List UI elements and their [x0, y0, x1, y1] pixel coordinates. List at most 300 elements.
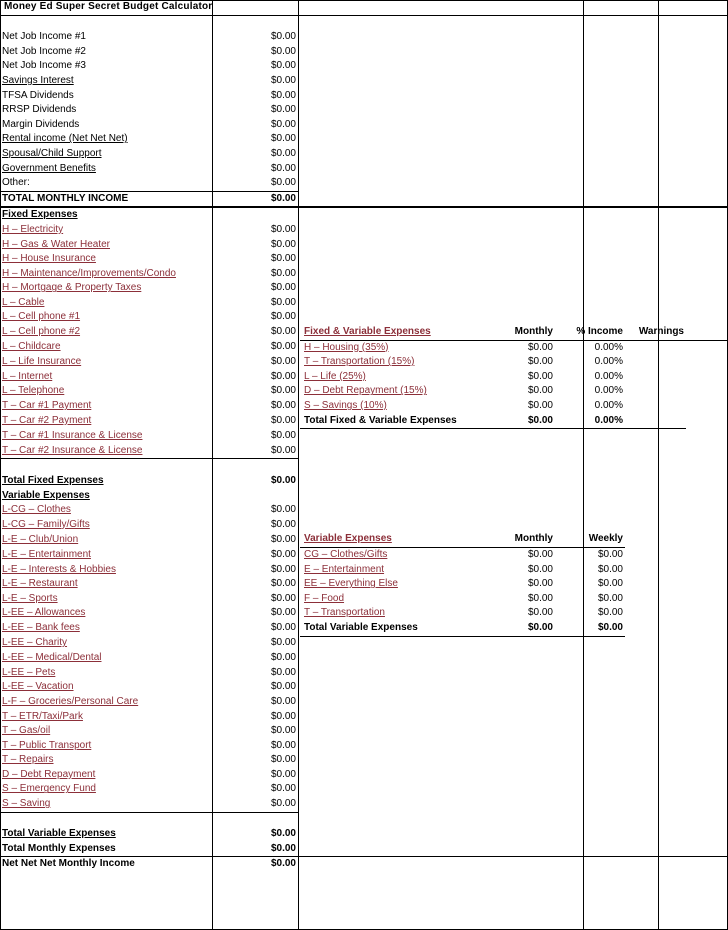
variable-label-text: L-F – Groceries/Personal Care: [2, 695, 139, 707]
gap-row: [0, 812, 728, 827]
fixed-expenses-heading-row: [0, 207, 728, 223]
spacer-cell: [686, 223, 728, 238]
variable-value[interactable]: $0.00: [270, 739, 296, 751]
summary-fixed-variable-row-monthly: $0.00: [527, 385, 553, 397]
spacer-cell: [555, 281, 625, 296]
spacer-cell: [686, 207, 728, 223]
spacer-cell: [300, 842, 475, 857]
spacer-cell: [300, 666, 475, 681]
total-fixed-label-text: Total Fixed Expenses: [2, 475, 104, 486]
spacer-cell: [300, 103, 475, 118]
fixed-label: [0, 325, 212, 340]
spacer-cell: [475, 238, 555, 253]
summary-fixed-variable-row-warning: [625, 384, 686, 399]
spacer-cell: [625, 296, 686, 311]
variable-value[interactable]: $0.00: [270, 695, 296, 707]
fixed-label: [0, 444, 212, 459]
summary-row-label-text: L – Life (25%): [304, 370, 366, 382]
variable-value[interactable]: $0.00: [270, 533, 296, 545]
spacer-cell: [300, 207, 475, 223]
spacer-cell: [475, 782, 555, 797]
variable-label: [0, 636, 212, 651]
spacer-cell: [625, 459, 686, 474]
summary-fixed-variable-title: [300, 325, 475, 340]
income-value[interactable]: $0.00: [270, 147, 296, 159]
net-income-value: $0.00: [270, 858, 296, 870]
variable-value[interactable]: $0.00: [270, 768, 296, 780]
variable-row: [0, 666, 728, 681]
spacer-cell: [625, 636, 686, 651]
spacer-cell: [625, 429, 686, 444]
fixed-value[interactable]: $0.00: [270, 296, 296, 308]
summary-variable-row-monthly: $0.00: [527, 592, 553, 604]
total-fixed-row: [0, 474, 728, 489]
fixed-value[interactable]: $0.00: [270, 282, 296, 294]
fixed-value[interactable]: $0.00: [270, 414, 296, 426]
spacer-cell: [300, 753, 475, 768]
spacer-cell: [625, 724, 686, 739]
spacer-cell: [555, 59, 625, 74]
variable-label: [0, 577, 212, 592]
spacer-cell: [555, 444, 625, 459]
spacer-cell: [555, 812, 625, 827]
variable-value[interactable]: $0.00: [270, 592, 296, 604]
spacer-cell: [475, 768, 555, 783]
fixed-label: [0, 238, 212, 253]
summary-fixed-variable-row-pct: 0.00%: [594, 356, 623, 368]
fixed-label: [0, 355, 212, 370]
variable-expenses-heading-text: Variable Expenses: [2, 489, 90, 501]
spacer-cell: [625, 797, 686, 812]
summary-fixed-variable-row-warning: [625, 399, 686, 414]
spacer-cell: [475, 74, 555, 89]
summary-fixed-variable-row-label: [300, 370, 475, 385]
spacer-cell: [300, 797, 475, 812]
fixed-value[interactable]: $0.00: [270, 429, 296, 441]
spacer-cell: [625, 812, 686, 827]
spacer-cell: [625, 782, 686, 797]
income-label: Other:: [0, 176, 212, 191]
spacer-cell: [686, 0, 728, 15]
income-value[interactable]: $0.00: [270, 118, 296, 130]
fixed-row: [0, 340, 728, 355]
spacer-cell: [555, 666, 625, 681]
summary-fixed-variable-row-label: [300, 384, 475, 399]
fixed-label: [0, 223, 212, 238]
spacer-cell: [300, 827, 475, 842]
spacer-cell: [475, 710, 555, 725]
variable-label-text: L-E – Sports: [2, 592, 58, 604]
fixed-row: [0, 310, 728, 325]
spacer-cell: [300, 267, 475, 282]
spacer-cell: [686, 281, 728, 296]
spacer-cell: [686, 59, 728, 74]
variable-value[interactable]: $0.00: [270, 725, 296, 737]
income-value[interactable]: $0.00: [270, 45, 296, 57]
spacer-cell: [300, 503, 475, 518]
spacer-cell: [686, 636, 728, 651]
income-value[interactable]: $0.00: [270, 89, 296, 101]
fixed-label-text: L – Telephone: [2, 385, 65, 397]
spacer-cell: [625, 252, 686, 267]
fixed-label: [0, 267, 212, 282]
spacer-cell: [625, 281, 686, 296]
variable-row: [0, 651, 728, 666]
spacer-cell: [300, 518, 475, 533]
fixed-label-text: T – Car #1 Payment: [2, 400, 92, 412]
spacer-cell: [555, 89, 625, 104]
fixed-label: [0, 296, 212, 311]
fixed-value[interactable]: $0.00: [270, 341, 296, 353]
fixed-label: [0, 310, 212, 325]
fixed-row: [0, 384, 728, 399]
spacer-cell: [625, 857, 686, 872]
total-monthly-expenses-value: $0.00: [212, 842, 298, 857]
spacer-cell: [212, 812, 298, 827]
spacer-cell: [625, 680, 686, 695]
variable-row: [0, 636, 728, 651]
summary-fixed-variable-col-monthly: Monthly: [475, 325, 555, 340]
variable-label-text: L-EE – Charity: [2, 637, 68, 649]
summary-fixed-variable-row-warning: [625, 370, 686, 385]
spacer-cell: [212, 207, 298, 223]
fixed-row: [0, 223, 728, 238]
spacer-cell: [475, 118, 555, 133]
spacer-cell: [475, 503, 555, 518]
spacer-cell: [625, 444, 686, 459]
gap-row: [0, 15, 728, 30]
variable-row: [0, 753, 728, 768]
variable-value[interactable]: $0.00: [270, 518, 296, 530]
spacer-cell: [686, 782, 728, 797]
fixed-value[interactable]: $0.00: [270, 370, 296, 382]
variable-label-text: L-EE – Medical/Dental: [2, 652, 102, 664]
variable-row: [0, 532, 728, 547]
variable-value[interactable]: $0.00: [270, 504, 296, 516]
fixed-value[interactable]: $0.00: [270, 356, 296, 368]
gap-row: [0, 459, 728, 474]
spacer-cell: [555, 695, 625, 710]
income-value[interactable]: $0.00: [212, 176, 298, 191]
summary-variable-title: [300, 532, 475, 547]
spacer-cell: [475, 296, 555, 311]
spacer-cell: [555, 0, 625, 15]
variable-value[interactable]: $0.00: [270, 652, 296, 664]
spacer-cell: [475, 857, 555, 872]
spacer-cell: [686, 724, 728, 739]
fixed-row: [0, 429, 728, 444]
total-monthly-expenses-label: Total Monthly Expenses: [0, 842, 212, 857]
variable-label: [0, 695, 212, 710]
summary-fixed-variable-col-warnings: Warnings: [625, 325, 686, 340]
spacer-cell: [625, 103, 686, 118]
income-value[interactable]: $0.00: [270, 133, 296, 145]
variable-label: [0, 710, 212, 725]
spacer-cell: [686, 429, 728, 444]
variable-label: [0, 680, 212, 695]
income-row: [0, 30, 728, 45]
income-value[interactable]: $0.00: [270, 74, 296, 86]
fixed-value[interactable]: $0.00: [212, 444, 298, 459]
fixed-value[interactable]: $0.00: [270, 267, 296, 279]
spacer-cell: [475, 15, 555, 30]
summary-variable-total-label-text: Total Variable Expenses: [304, 621, 418, 633]
spacer-cell: [625, 30, 686, 45]
summary-variable-row-monthly: $0.00: [527, 563, 553, 575]
variable-value[interactable]: $0.00: [270, 637, 296, 649]
spacer-cell: [300, 59, 475, 74]
spacer-cell: [300, 191, 475, 207]
spacer-cell: [625, 768, 686, 783]
spacer-cell: [475, 191, 555, 207]
variable-label-text: L-EE – Pets: [2, 666, 56, 678]
variable-row: [0, 592, 728, 607]
fixed-value[interactable]: $0.00: [270, 311, 296, 323]
spacer-cell: [686, 842, 728, 857]
spacer-cell: [475, 666, 555, 681]
total-variable-row: [0, 827, 728, 842]
variable-label: [0, 592, 212, 607]
spacer-cell: [686, 503, 728, 518]
spacer-cell: [475, 636, 555, 651]
income-label: [0, 74, 212, 89]
spacer-cell: [555, 724, 625, 739]
fixed-value[interactable]: $0.00: [270, 223, 296, 235]
spacer-cell: [555, 176, 625, 191]
title-row: [0, 0, 728, 15]
spacer-cell: [300, 162, 475, 177]
spacer-cell: [686, 340, 728, 355]
spacer-cell: [300, 474, 475, 489]
total-monthly-expenses-row: [0, 842, 728, 857]
spacer-cell: [686, 45, 728, 60]
spacer-cell: [475, 842, 555, 857]
fixed-value[interactable]: $0.00: [270, 385, 296, 397]
spacer-cell: [625, 503, 686, 518]
variable-value[interactable]: $0.00: [212, 797, 298, 812]
summary-row-label-text: H – Housing (35%): [304, 341, 389, 353]
summary-variable-row-weekly: $0.00: [597, 607, 623, 619]
spacer-cell: [300, 45, 475, 60]
summary-fixed-variable-row-label: [300, 355, 475, 370]
spacer-cell: [555, 782, 625, 797]
spacer-cell: [300, 296, 475, 311]
spacer-cell: [555, 636, 625, 651]
spacer-cell: [300, 444, 475, 459]
summary-fixed-variable-row-label: [300, 399, 475, 414]
spacer-cell: [686, 753, 728, 768]
spacer-cell: [625, 89, 686, 104]
income-value[interactable]: $0.00: [270, 162, 296, 174]
fixed-label-text: T – Car #2 Insurance & License: [2, 444, 143, 456]
spacer-cell: [475, 812, 555, 827]
summary-variable-row-label: [300, 592, 475, 607]
spacer-cell: [300, 695, 475, 710]
spacer-cell: [625, 162, 686, 177]
summary-variable-col-monthly: Monthly: [475, 532, 555, 547]
spacer-cell: [300, 857, 475, 872]
spacer-cell: [300, 812, 475, 827]
variable-label: [0, 532, 212, 547]
summary-variable-row-weekly: $0.00: [597, 548, 623, 560]
spacer-cell: [475, 474, 555, 489]
spacer-cell: [555, 45, 625, 60]
variable-row: [0, 782, 728, 797]
variable-value[interactable]: $0.00: [270, 578, 296, 590]
spacer-cell: [475, 103, 555, 118]
fixed-row: [0, 296, 728, 311]
spacer-cell: [686, 162, 728, 177]
summary-variable-row-label-text: EE – Everything Else: [304, 578, 398, 590]
spacer-cell: [475, 459, 555, 474]
variable-label: [0, 724, 212, 739]
income-row: [0, 45, 728, 60]
income-row: [0, 176, 728, 191]
spacer-cell: [686, 355, 728, 370]
spacer-cell: [686, 267, 728, 282]
spacer-cell: [686, 191, 728, 207]
spacer-cell: [625, 577, 686, 592]
summary-row-label-text: D – Debt Repayment (15%): [304, 385, 427, 397]
spacer-cell: [300, 768, 475, 783]
income-row: [0, 118, 728, 133]
income-row: [0, 74, 728, 89]
variable-value[interactable]: $0.00: [270, 563, 296, 575]
income-value[interactable]: $0.00: [270, 104, 296, 116]
fixed-label: [0, 252, 212, 267]
variable-row: [0, 606, 728, 621]
spacer-cell: [475, 132, 555, 147]
income-row: [0, 89, 728, 104]
spacer-cell: [555, 296, 625, 311]
variable-value[interactable]: $0.00: [270, 607, 296, 619]
variable-value[interactable]: $0.00: [270, 754, 296, 766]
spacer-cell: [555, 651, 625, 666]
spacer-cell: [555, 857, 625, 872]
fixed-label: [0, 281, 212, 296]
variable-label-text: L-E – Restaurant: [2, 578, 78, 590]
spacer-cell: [555, 267, 625, 282]
total-variable-label: [0, 827, 212, 842]
spacer-cell: [686, 444, 728, 459]
spacer-cell: [555, 132, 625, 147]
spacer-cell: [300, 459, 475, 474]
variable-expenses-heading: [0, 489, 212, 504]
variable-row: [0, 621, 728, 636]
variable-label: [0, 782, 212, 797]
summary-variable-row-monthly: $0.00: [527, 548, 553, 560]
summary-variable-row-label-text: CG – Clothes/Gifts: [304, 548, 388, 560]
fixed-row: [0, 238, 728, 253]
spacer-cell: [625, 147, 686, 162]
summary-fixed-variable-total-label: Total Fixed & Variable Expenses: [300, 414, 475, 429]
summary-variable-row-weekly: $0.00: [597, 563, 623, 575]
summary-variable-row-weekly: $0.00: [597, 578, 623, 590]
income-value[interactable]: $0.00: [270, 31, 296, 43]
spacer-cell: [686, 238, 728, 253]
fixed-row: [0, 281, 728, 296]
spacer-cell: [555, 74, 625, 89]
fixed-expenses-heading-text: Fixed Expenses: [2, 209, 78, 221]
income-label: Net Job Income #1: [2, 31, 86, 43]
summary-fixed-variable-row-pct: 0.00%: [594, 400, 623, 412]
spacer-cell: [212, 15, 298, 30]
fixed-value[interactable]: $0.00: [270, 326, 296, 338]
spacer-cell: [555, 753, 625, 768]
spacer-cell: [212, 459, 298, 474]
fixed-value[interactable]: $0.00: [270, 238, 296, 250]
spacer-cell: [625, 267, 686, 282]
spacer-cell: [686, 30, 728, 45]
net-income-label: Net Net Net Monthly Income: [2, 858, 135, 870]
total-income-row: [0, 191, 728, 207]
fixed-label-text: L – Cell phone #1: [2, 311, 81, 323]
variable-label: [0, 651, 212, 666]
spacer-cell: [686, 310, 728, 325]
spacer-cell: [555, 474, 625, 489]
spacer-cell: [686, 74, 728, 89]
spacer-cell: [475, 223, 555, 238]
variable-row: [0, 739, 728, 754]
summary-fixed-variable-col-pct: % Income: [555, 325, 625, 340]
summary-variable-title-text: Variable Expenses: [304, 533, 392, 545]
variable-label-text: T – Repairs: [2, 754, 54, 766]
spacer-cell: [686, 414, 728, 429]
spacer-cell: [625, 563, 686, 578]
income-label: TFSA Dividends: [2, 89, 74, 101]
variable-value[interactable]: $0.00: [270, 622, 296, 634]
spacer-cell: [686, 812, 728, 827]
spacer-cell: [625, 0, 686, 15]
variable-value[interactable]: $0.00: [270, 783, 296, 795]
spacer-cell: [300, 118, 475, 133]
income-label-text: Government Benefits: [2, 162, 96, 174]
variable-label-text: D – Debt Repayment: [2, 768, 96, 780]
fixed-value[interactable]: $0.00: [270, 253, 296, 265]
summary-fixed-variable-row-warning: [625, 340, 686, 355]
variable-value[interactable]: $0.00: [270, 548, 296, 560]
spacer-cell: [686, 577, 728, 592]
fixed-label: [0, 429, 212, 444]
variable-value[interactable]: $0.00: [270, 710, 296, 722]
variable-label-text: L-EE – Vacation: [2, 681, 74, 693]
spacer-cell: [300, 636, 475, 651]
variable-value[interactable]: $0.00: [270, 681, 296, 693]
spacer-cell: [555, 680, 625, 695]
spacer-cell: [300, 724, 475, 739]
variable-label-text: T – Gas/oil: [2, 725, 51, 737]
variable-label: [0, 768, 212, 783]
spacer-cell: [300, 739, 475, 754]
summary-fixed-variable-row-monthly: $0.00: [527, 341, 553, 353]
variable-row: [0, 710, 728, 725]
income-row: [0, 132, 728, 147]
summary-variable-row-label-text: F – Food: [304, 592, 345, 604]
spacer-cell: [300, 429, 475, 444]
spacer-cell: [475, 0, 555, 15]
spacer-cell: [475, 267, 555, 282]
income-value[interactable]: $0.00: [270, 60, 296, 72]
fixed-value[interactable]: $0.00: [270, 400, 296, 412]
variable-label: [0, 753, 212, 768]
variable-row: [0, 797, 728, 812]
summary-fixed-variable-row-pct: 0.00%: [594, 385, 623, 397]
variable-value[interactable]: $0.00: [270, 666, 296, 678]
spacer-cell: [475, 281, 555, 296]
spacer-cell: [0, 459, 212, 474]
spacer-cell: [555, 459, 625, 474]
spacer-cell: [475, 444, 555, 459]
